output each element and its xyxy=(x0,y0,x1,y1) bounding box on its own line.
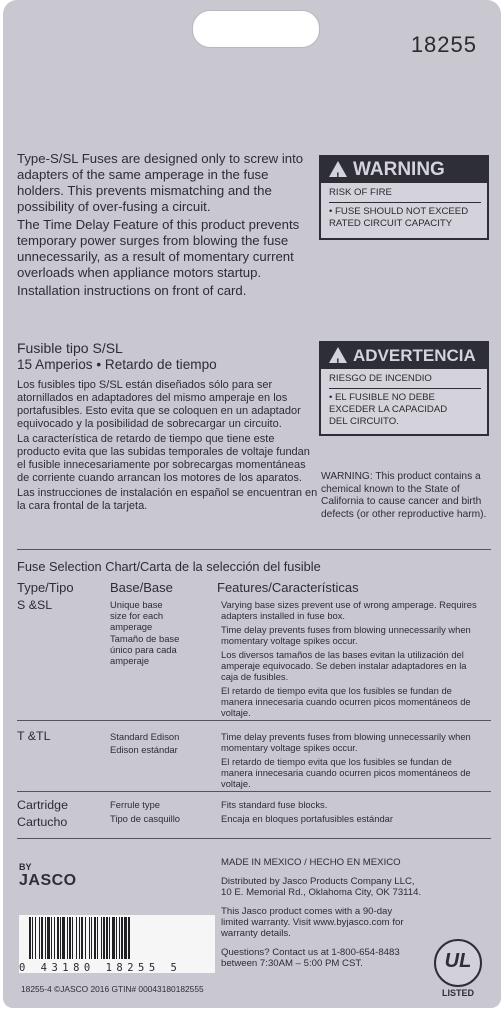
warning-title: WARNING xyxy=(353,159,445,180)
row-base: Standard Edison xyxy=(110,731,180,742)
distributor: 10 E. Memorial Rd., Oklahoma City, OK 73114. xyxy=(221,887,422,898)
spanish-text-line: Los fusibles tipo S/SL están diseñados sólo para ser xyxy=(17,379,273,391)
installation-note: Installation instructions on front of card. xyxy=(17,283,247,298)
chart-title: Fuse Selection Chart/Carta de la selección del fusible xyxy=(17,559,321,574)
row-divider xyxy=(17,791,491,792)
divider xyxy=(17,549,491,550)
english-text-line: possibility of over-fusing a circuit. xyxy=(17,199,211,214)
warning-risk-text: RISK OF FIRE xyxy=(329,187,392,198)
jasco-logo: JASCO xyxy=(19,872,77,889)
ul-mark: UL xyxy=(444,950,472,972)
row-type: S &SL xyxy=(17,598,53,612)
spanish-text-line: el fusible innecesariamente por sobrecargas momentáneas xyxy=(17,459,306,471)
divider xyxy=(17,838,491,839)
ul-listed: LISTED xyxy=(441,988,474,998)
blister-card-back xyxy=(3,0,501,1008)
english-text-line: The Time Delay Feature of this product prevents xyxy=(17,217,300,232)
row-feature-es: Los diversos tamaños de las bases evitan la utilización del amperaje equivocado. Se deben instalar adaptadores en la caja de fusibles. xyxy=(221,649,467,682)
warranty: warranty details. xyxy=(221,928,291,939)
hang-hole xyxy=(192,10,320,48)
col-header-base: Base/Base xyxy=(110,580,173,595)
questions: Questions? Contact us at 1-800-654-8483 xyxy=(221,947,400,958)
brand-by: BY xyxy=(19,862,32,872)
english-text-line: unnecessarily, as a result of momentary current xyxy=(17,249,294,264)
warning-triangle-icon: ! xyxy=(329,161,347,177)
warning-triangle-icon: ! xyxy=(329,347,347,363)
row-feature: Fits standard fuse blocks. xyxy=(221,799,328,810)
row-base: Unique base size for each amperage xyxy=(110,599,164,632)
advertencia-title: ADVERTENCIA xyxy=(353,346,476,365)
advertencia-text: EXCEDER LA CAPACIDAD xyxy=(329,404,448,415)
english-text-line: overloads when appliance motors startup. xyxy=(17,265,262,280)
prop65-warning xyxy=(321,471,497,521)
barcode-bars xyxy=(19,915,215,961)
warranty: This Jasco product comes with a 90-day xyxy=(221,906,393,917)
advertencia-text: DEL CIRCUITO. xyxy=(329,416,399,427)
barcode-number: 0 43180 18255 5 xyxy=(19,962,182,974)
prop65-line: WARNING: This product contains a xyxy=(321,471,481,482)
english-text-line: holders. This prevents mismatching and the xyxy=(17,183,272,198)
english-text-line: Type-S/SL Fuses are designed only to screw into xyxy=(17,151,304,166)
warning-text: • FUSE SHOULD NOT EXCEED xyxy=(329,206,469,217)
spanish-text-line: producto evita que las subidas temporales de voltaje fundan xyxy=(17,446,310,458)
row-feature: Time delay prevents fuses from blowing unnecessarily when momentary voltage spikes occur. xyxy=(221,731,471,753)
made-in: MADE IN MEXICO / HECHO EN MEXICO xyxy=(221,857,401,868)
row-feature: Time delay prevents fuses from blowing unnecessarily when momentary voltage spikes occur. xyxy=(221,624,471,646)
row-feature-es: El retardo de tiempo evita que los fusibles se fundan de manera innecesaria cuando ocurren picos momentáneos de voltaje. xyxy=(221,685,471,718)
prop65-line: defects (or other reproductive harm). xyxy=(321,508,487,520)
row-base: Ferrule type xyxy=(110,799,161,810)
col-header-type: Type/Tipo xyxy=(17,580,74,595)
spanish-text-line: la cara frontal de la tarjeta. xyxy=(17,500,148,512)
row-base-es: Tipo de casquillo xyxy=(110,813,181,824)
warranty: limited warranty. Visit www.byjasco.com for xyxy=(221,917,404,928)
prop65-line: chemical known to the State of xyxy=(321,483,460,495)
spanish-subtitle: 15 Amperios • Retardo de tiempo xyxy=(17,357,217,372)
row-type: Cartridge xyxy=(17,798,68,812)
row-divider xyxy=(17,720,491,721)
advertencia-risk-text: RIESGO DE INCENDIO xyxy=(329,373,432,384)
product-code: 18255 xyxy=(410,32,477,57)
warning-box xyxy=(319,155,489,240)
footer-text: 18255-4 ©JASCO 2016 GTIN# 00043180182555 xyxy=(21,984,204,994)
advertencia-text: • EL FUSIBLE NO DEBE xyxy=(329,392,435,403)
ul-logo xyxy=(434,939,482,987)
advertencia-box xyxy=(319,341,489,436)
prop65-line: California to cause cancer and birth xyxy=(321,496,482,508)
row-feature-es: El retardo de tiempo evita que los fusibles se fundan de manera innecesaria cuando ocurren picos momentáneos de voltaje. xyxy=(221,756,471,789)
spanish-text-line: La característica de retardo de tiempo que tiene este xyxy=(17,433,275,445)
row-type: T &TL xyxy=(17,729,51,743)
row-type-es: Cartucho xyxy=(17,815,68,829)
spanish-title: Fusible tipo S/SL xyxy=(17,340,123,356)
col-header-features: Features/Características xyxy=(217,580,359,595)
spanish-text-line: de corriente cuando arrancan los motores de los aparatos. xyxy=(17,472,302,484)
row-feature: Varying base sizes prevent use of wrong amperage. Requires adapters installed in fuse box. xyxy=(221,599,477,621)
english-text-line: temporary power surges from blowing the fuse xyxy=(17,233,289,248)
warning-text: RATED CIRCUIT CAPACITY xyxy=(329,218,453,229)
english-text-line: adapters of the same amperage in the fuse xyxy=(17,167,269,182)
spanish-text-line: atornillados en adaptadores del mismo amperaje en los xyxy=(17,392,288,404)
row-feature-es: Encaja en bloques portafusibles estándar xyxy=(221,813,393,824)
distributor: Distributed by Jasco Products Company LLC, xyxy=(221,876,415,887)
questions: between 7:30AM – 5:00 PM CST. xyxy=(221,958,363,969)
row-base-es: Edison estándar xyxy=(110,744,178,755)
spanish-text-line: Las instrucciones de instalación en español se encuentran en xyxy=(17,487,318,499)
spanish-text-line: portafusibles. Esto evita que se coloquen en un adaptador xyxy=(17,405,301,417)
spanish-text-line: equivocado y la posibilidad de sobrecargar un circuito. xyxy=(17,418,282,430)
row-base-es: Tamaño de base único para cada amperaje xyxy=(110,633,180,666)
